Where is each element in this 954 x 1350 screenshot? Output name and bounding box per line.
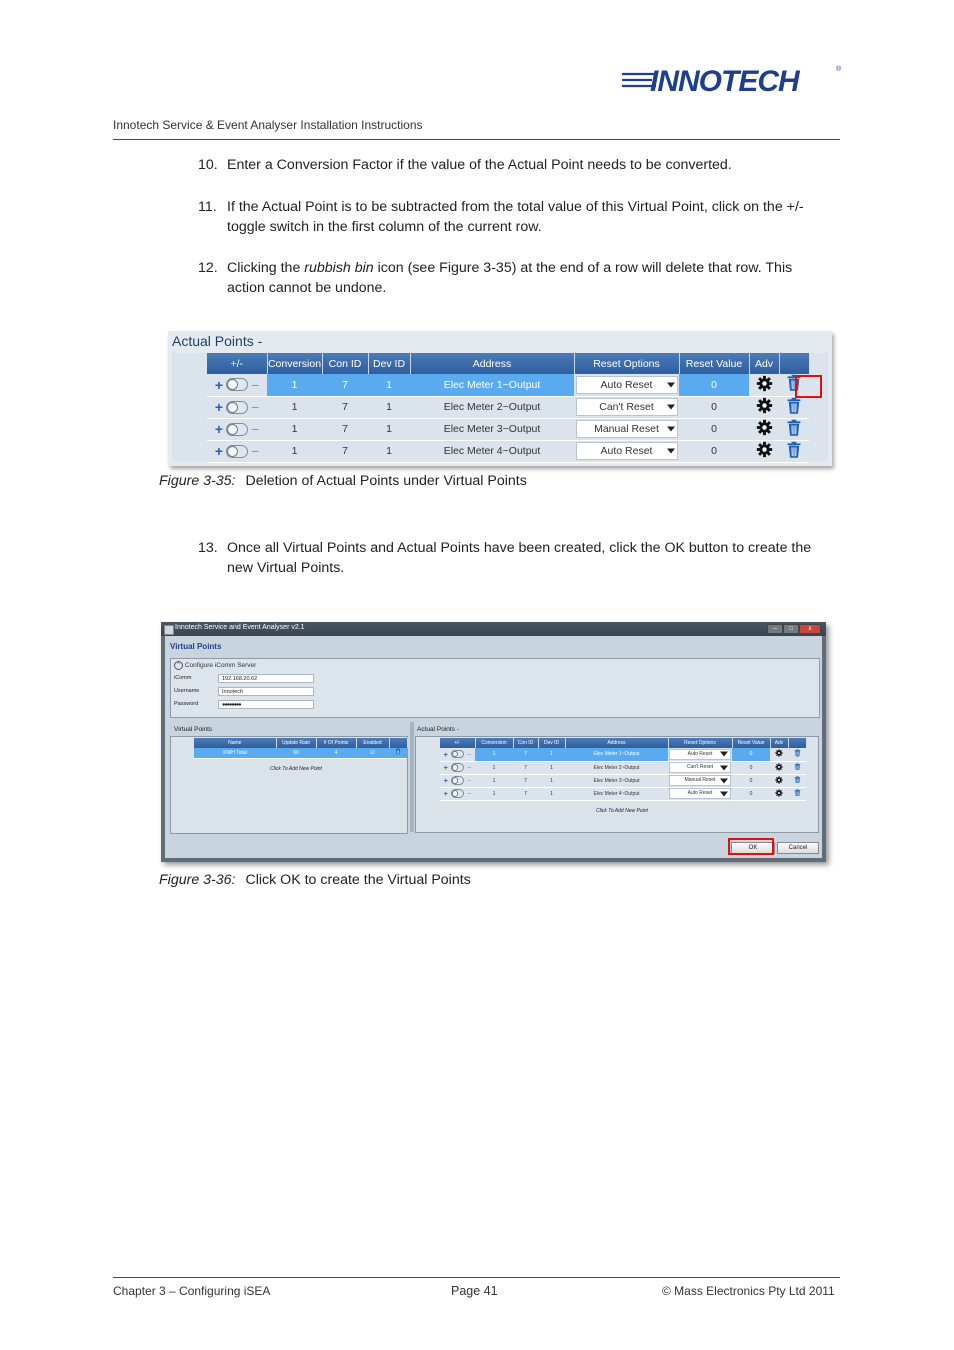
conversion-cell[interactable]: 1 <box>267 440 322 462</box>
gear-icon[interactable] <box>775 789 783 797</box>
delete-row-button[interactable] <box>788 774 806 787</box>
rubbish-bin-icon[interactable] <box>794 776 801 784</box>
plus-icon: + <box>443 776 448 785</box>
minus-icon: − <box>251 399 260 415</box>
conversion-cell[interactable]: 1 <box>267 396 322 418</box>
advanced-button[interactable] <box>749 374 779 396</box>
rubbish-bin-icon[interactable] <box>794 749 801 757</box>
address-cell[interactable]: Elec Meter 4~Output <box>565 787 668 800</box>
gear-icon[interactable] <box>775 776 783 784</box>
cancel-button[interactable]: Cancel <box>777 842 819 854</box>
reset-value-cell[interactable]: 0 <box>732 774 770 787</box>
footer-rule <box>113 1277 840 1278</box>
con-id-cell[interactable]: 7 <box>322 440 368 462</box>
chevron-down-icon <box>667 382 675 387</box>
reset-options-dropdown[interactable]: Manual Reset <box>576 420 678 438</box>
gear-icon[interactable] <box>775 763 783 771</box>
table-row[interactable] <box>172 396 828 418</box>
rubbish-bin-icon[interactable] <box>786 419 802 437</box>
minus-icon: − <box>467 789 472 798</box>
close-button[interactable]: x <box>799 624 821 634</box>
dev-id-cell[interactable]: 1 <box>368 418 410 440</box>
column-header[interactable]: Address <box>410 353 574 374</box>
isea-window <box>161 622 826 862</box>
minus-icon: − <box>467 763 472 772</box>
chevron-down-icon <box>667 427 675 432</box>
ap-panel-title: Actual Points - <box>417 726 459 733</box>
plus-minus-toggle[interactable] <box>215 399 259 415</box>
reset-value-cell[interactable]: 0 <box>679 418 749 440</box>
footer-chapter: Chapter 3 – Configuring iSEA <box>113 1284 271 1298</box>
address-cell[interactable]: Elec Meter 1~Output <box>410 374 574 396</box>
virtual-points-heading: Virtual Points <box>170 642 222 651</box>
column-header[interactable]: Reset Value <box>732 738 770 748</box>
points-count-cell[interactable]: 4 <box>316 748 356 758</box>
con-id-cell[interactable]: 7 <box>513 774 538 787</box>
con-id-cell[interactable]: 7 <box>322 396 368 418</box>
conversion-cell[interactable]: 1 <box>267 374 322 396</box>
rubbish-bin-icon[interactable] <box>794 789 801 797</box>
delete-row-button[interactable] <box>779 396 809 418</box>
column-header[interactable]: Name <box>194 738 276 748</box>
address-cell[interactable]: Elec Meter 2~Output <box>565 761 668 774</box>
innotech-logo <box>620 60 842 100</box>
config-panel <box>170 658 820 718</box>
app-icon <box>164 625 174 635</box>
delete-row-button[interactable] <box>389 748 407 758</box>
plus-icon: + <box>214 399 223 415</box>
plus-minus-toggle[interactable] <box>444 750 472 759</box>
footer-copyright: © Mass Electronics Pty Ltd 2011 <box>662 1284 835 1298</box>
minus-icon: − <box>251 421 260 437</box>
address-cell[interactable]: Elec Meter 3~Output <box>410 418 574 440</box>
chevron-down-icon <box>720 791 728 796</box>
column-header[interactable]: Enabled <box>356 738 389 748</box>
delete-row-button[interactable] <box>779 440 809 462</box>
reset-options-dropdown[interactable]: Auto Reset <box>576 376 678 394</box>
header-rule <box>113 139 840 140</box>
con-id-cell[interactable]: 7 <box>322 418 368 440</box>
chevron-down-icon <box>667 449 675 454</box>
con-id-cell[interactable]: 7 <box>322 374 368 396</box>
table-row[interactable] <box>172 440 828 462</box>
table-row[interactable] <box>416 748 818 761</box>
column-header[interactable]: Adv <box>749 353 779 374</box>
minus-icon: − <box>467 749 472 759</box>
username-label: Username <box>174 688 200 694</box>
reset-options-dropdown[interactable]: Auto Reset <box>576 442 678 460</box>
plus-icon: + <box>443 749 448 759</box>
plus-minus-toggle[interactable] <box>215 443 259 459</box>
chevron-down-icon <box>720 752 728 757</box>
window-client <box>165 636 822 858</box>
footer-page: Page 41 <box>451 1284 498 1298</box>
reset-value-cell[interactable]: 0 <box>679 396 749 418</box>
address-cell[interactable]: Elec Meter 4~Output <box>410 440 574 462</box>
reset-options-dropdown[interactable]: Can't Reset <box>669 762 731 773</box>
column-header[interactable]: Reset Value <box>679 353 749 374</box>
address-cell[interactable]: Elec Meter 3~Output <box>565 774 668 787</box>
figure-3-35-caption: Figure 3-35: Deletion of Actual Points under Virtual Points <box>159 473 527 489</box>
conversion-cell[interactable]: 1 <box>267 418 322 440</box>
plus-icon: + <box>214 443 223 459</box>
gear-icon[interactable] <box>756 397 773 414</box>
table-row[interactable] <box>172 418 828 440</box>
table-row[interactable] <box>171 748 407 758</box>
delete-row-button[interactable] <box>788 787 806 800</box>
username-input[interactable]: Innotech <box>218 687 314 696</box>
column-header[interactable]: Conversion <box>267 353 322 374</box>
conversion-cell[interactable]: 1 <box>475 748 513 761</box>
con-id-cell[interactable]: 7 <box>513 787 538 800</box>
reset-value-cell[interactable]: 0 <box>679 374 749 396</box>
reset-value-cell[interactable]: 0 <box>732 748 770 761</box>
delete-row-button[interactable] <box>788 748 806 761</box>
name-cell[interactable]: KWH Total <box>194 748 276 758</box>
dev-id-cell[interactable]: 1 <box>538 787 565 800</box>
vp-add-hint[interactable]: Click To Add New Point <box>270 766 322 772</box>
virtual-points-panel <box>170 736 408 834</box>
table-row[interactable] <box>416 761 818 774</box>
column-header[interactable]: +/- <box>207 353 267 374</box>
reset-options-dropdown[interactable]: Manual Reset <box>669 775 731 786</box>
chevron-down-icon <box>720 778 728 783</box>
column-header[interactable]: Update Rate <box>276 738 316 748</box>
column-header[interactable]: # Of Points <box>316 738 356 748</box>
conversion-cell[interactable]: 1 <box>475 787 513 800</box>
reset-value-cell[interactable]: 0 <box>732 787 770 800</box>
password-input[interactable]: ●●●●●●●● <box>218 700 314 709</box>
reset-options-dropdown[interactable]: Can't Reset <box>576 398 678 416</box>
reset-options-dropdown[interactable]: Auto Reset <box>669 749 731 760</box>
advanced-button[interactable] <box>770 761 788 774</box>
logo-text: INNOTECH <box>650 65 799 98</box>
gear-icon[interactable] <box>775 749 783 757</box>
dev-id-cell[interactable]: 1 <box>538 748 565 761</box>
window-titlebar: Innotech Service and Event Analyser v2.1 – □ x <box>161 622 826 636</box>
delete-row-button[interactable] <box>788 761 806 774</box>
plus-minus-toggle[interactable] <box>215 377 259 393</box>
plus-icon: + <box>214 421 223 437</box>
rubbish-bin-icon[interactable] <box>786 397 802 415</box>
actual-points-title: Actual Points - <box>172 333 263 349</box>
column-header[interactable]: +/- <box>440 738 475 748</box>
advanced-button[interactable] <box>770 774 788 787</box>
ok-button[interactable]: OK <box>731 842 775 854</box>
column-header[interactable]: Reset Options <box>574 353 679 374</box>
minus-icon: − <box>251 376 260 393</box>
virtual-points-table <box>171 738 408 759</box>
vp-panel-title: Virtual Points <box>174 726 213 733</box>
reset-options-dropdown[interactable]: Auto Reset <box>669 788 731 799</box>
chevron-down-icon <box>667 405 675 410</box>
dev-id-cell[interactable]: 1 <box>538 761 565 774</box>
svg-text:®: ® <box>836 66 842 73</box>
enabled-checkbox[interactable]: ☑ <box>356 748 389 758</box>
column-header[interactable]: Con ID <box>322 353 368 374</box>
table-row[interactable] <box>172 374 828 396</box>
config-section-toggle[interactable]: ^ Configure iComm Server <box>174 661 256 670</box>
ap-table <box>416 738 818 801</box>
ok-highlight-box <box>728 838 774 855</box>
plus-minus-toggle[interactable] <box>444 789 472 798</box>
rubbish-bin-icon[interactable] <box>786 441 802 459</box>
dev-id-cell[interactable]: 1 <box>368 396 410 418</box>
dev-id-cell[interactable]: 1 <box>368 440 410 462</box>
password-label: Password <box>174 701 199 707</box>
icomm-input[interactable]: 192.168.20.62 <box>218 674 314 683</box>
plus-icon: + <box>214 376 223 393</box>
reset-value-cell[interactable]: 0 <box>732 761 770 774</box>
advanced-button[interactable] <box>749 440 779 462</box>
collapse-icon: ^ <box>174 661 183 670</box>
minus-icon: − <box>251 443 260 459</box>
actual-points-panel <box>415 736 819 833</box>
address-cell[interactable]: Elec Meter 2~Output <box>410 396 574 418</box>
advanced-button[interactable] <box>749 396 779 418</box>
conversion-cell[interactable]: 1 <box>475 774 513 787</box>
column-header[interactable]: Con ID <box>513 738 538 748</box>
icomm-label: iComm <box>174 675 192 681</box>
con-id-cell[interactable]: 7 <box>513 761 538 774</box>
plus-minus-toggle[interactable] <box>215 421 259 437</box>
column-header[interactable]: Dev ID <box>538 738 565 748</box>
column-header[interactable]: Conversion <box>475 738 513 748</box>
dev-id-cell[interactable]: 1 <box>368 374 410 396</box>
maximize-button[interactable]: □ <box>783 624 799 634</box>
plus-minus-toggle[interactable] <box>444 776 472 785</box>
table-row[interactable] <box>416 787 818 800</box>
minimize-button[interactable]: – <box>767 624 783 634</box>
reset-value-cell[interactable]: 0 <box>679 440 749 462</box>
column-header[interactable]: Reset Options <box>668 738 732 748</box>
plus-icon: + <box>443 763 448 772</box>
rubbish-bin-icon[interactable] <box>794 763 801 771</box>
ap-add-hint[interactable]: Click To Add New Point <box>596 808 648 814</box>
delete-highlight-box <box>795 375 822 398</box>
gear-icon[interactable] <box>756 375 773 392</box>
column-header[interactable]: Dev ID <box>368 353 410 374</box>
advanced-button[interactable] <box>749 418 779 440</box>
figure-3-36-caption: Figure 3-36: Click OK to create the Virtual Points <box>159 872 471 888</box>
gear-icon[interactable] <box>756 441 773 458</box>
column-header[interactable]: Adv <box>770 738 788 748</box>
actual-points-table <box>172 353 828 463</box>
address-cell[interactable]: Elec Meter 1~Output <box>565 748 668 761</box>
advanced-button[interactable] <box>770 748 788 761</box>
splitter[interactable] <box>410 722 414 832</box>
plus-minus-toggle[interactable] <box>444 763 472 772</box>
conversion-cell[interactable]: 1 <box>475 761 513 774</box>
document-title: Innotech Service & Event Analyser Installation Instructions <box>113 118 423 132</box>
gear-icon[interactable] <box>756 419 773 436</box>
advanced-button[interactable] <box>770 787 788 800</box>
update-rate-cell[interactable]: 60 <box>276 748 316 758</box>
plus-icon: + <box>443 789 448 798</box>
chevron-down-icon <box>720 765 728 770</box>
con-id-cell[interactable]: 7 <box>513 748 538 761</box>
column-header[interactable]: Address <box>565 738 668 748</box>
delete-row-button[interactable] <box>779 418 809 440</box>
minus-icon: − <box>467 776 472 785</box>
dev-id-cell[interactable]: 1 <box>538 774 565 787</box>
figure-3-35 <box>168 331 832 466</box>
table-row[interactable] <box>416 774 818 787</box>
rubbish-bin-icon[interactable] <box>395 748 401 755</box>
